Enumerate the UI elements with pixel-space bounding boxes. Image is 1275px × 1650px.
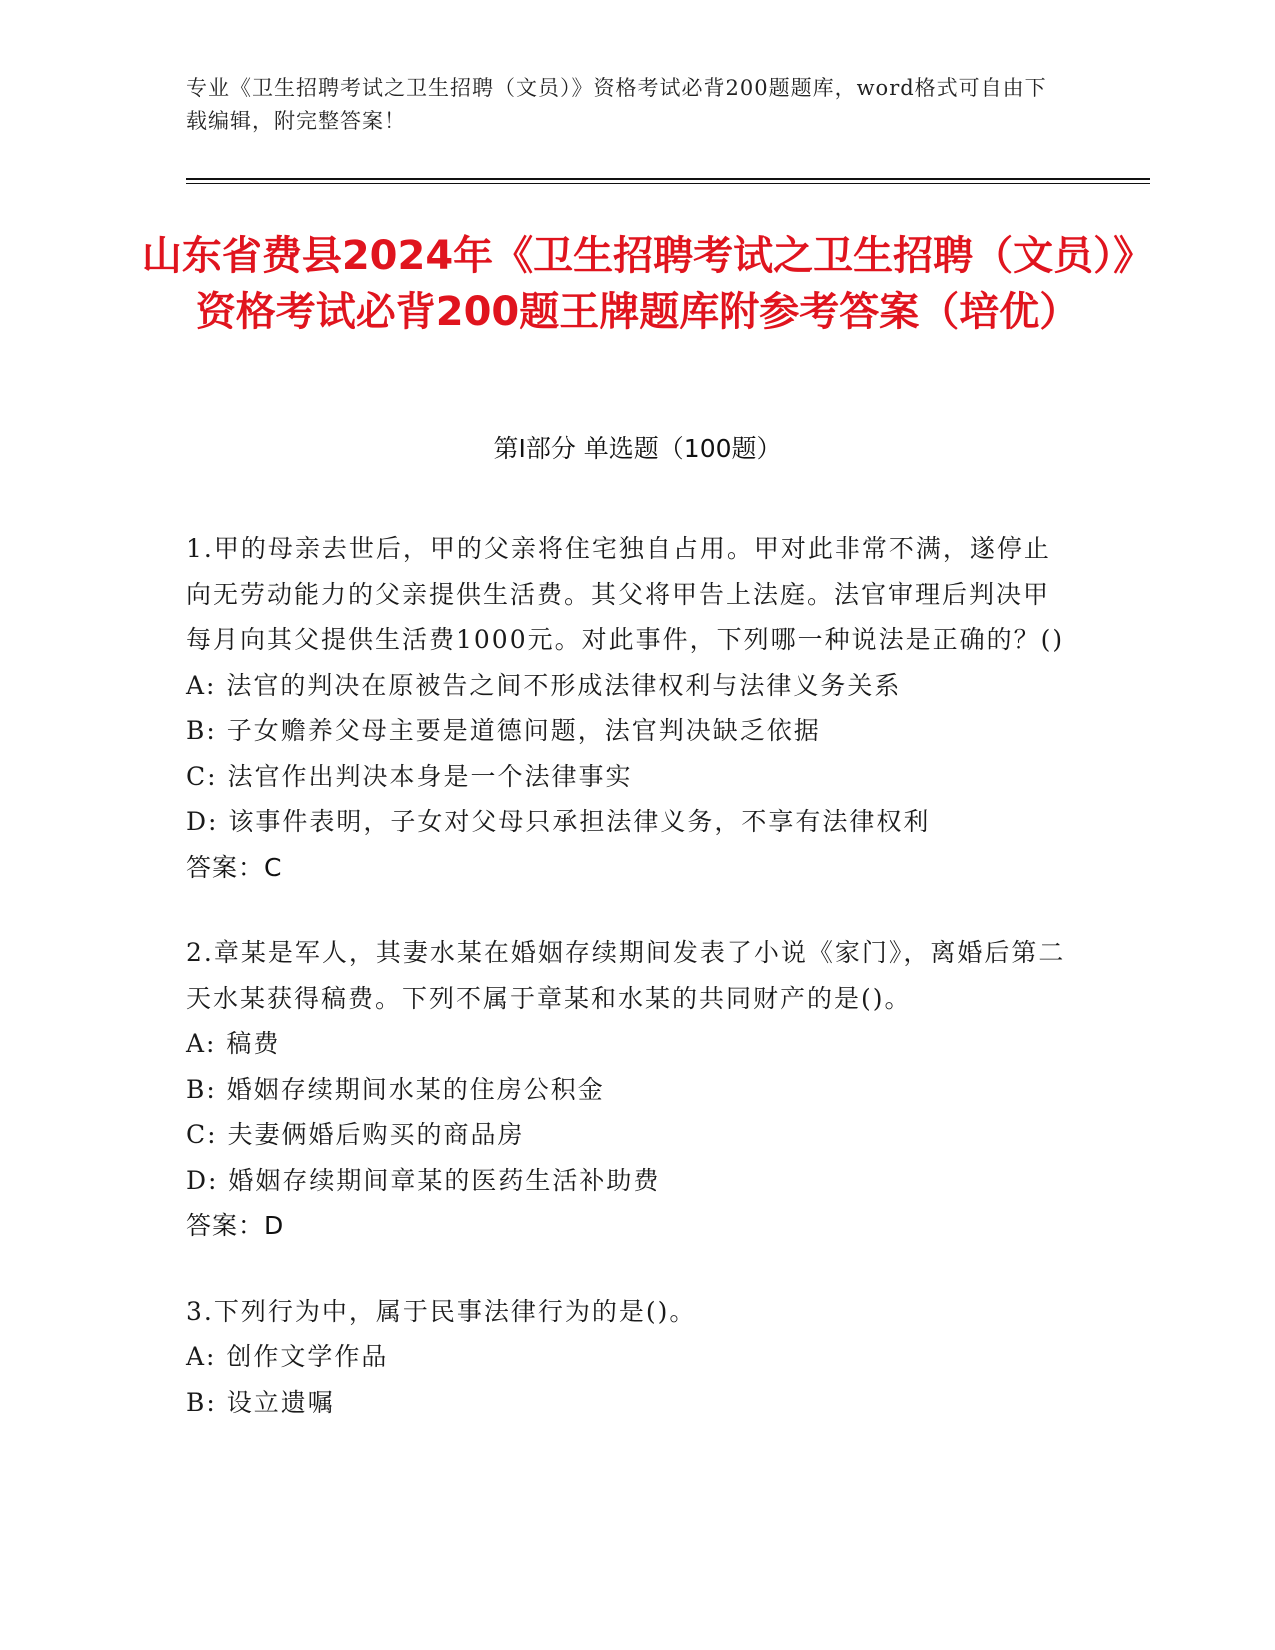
option-a: A: 稿费 (186, 1029, 281, 1058)
option-a: A: 创作文学作品 (186, 1342, 389, 1371)
question-stem: 2.章某是军人，其妻水某在婚姻存续期间发表了小说《家门》，离婚后第二天水某获得稿费。下列不属于章某和水某的共同财产的是()。 (186, 938, 1066, 1013)
header-rule-thick (186, 178, 1150, 180)
question-stem: 1.甲的母亲去世后，甲的父亲将住宅独自占用。甲对此非常不满，遂停止向无劳动能力的父亲提供生活费。其父将甲告上法庭。法官审理后判决甲每月向其父提供生活费1000元。对此事件，下列哪一种说法是正确的？() (186, 534, 1065, 654)
section-title: 第I部分 单选题（100题） (493, 434, 782, 463)
question-1 (186, 526, 1066, 890)
option-b: B: 设立遗嘱 (186, 1387, 335, 1417)
document-title: 山东省费县2024年《卫生招聘考试之卫生招聘（文员）》资格考试必背200题王牌题库附参考答案（培优） (141, 233, 1134, 335)
answer-label: 答案：C (186, 852, 283, 882)
option-d: D: 婚姻存续期间章某的医药生活补助费 (186, 1165, 661, 1195)
header-rule-thin (186, 183, 1150, 184)
question-2 (186, 930, 1066, 1249)
option-c: C: 法官作出判决本身是一个法律事实 (186, 761, 633, 791)
question-list (186, 526, 1066, 1465)
option-b: B: 子女赡养父母主要是道德问题，法官判决缺乏依据 (186, 716, 821, 745)
header-note: 专业《卫生招聘考试之卫生招聘（文员）》资格考试必背200题题库，word格式可自由下载编辑，附完整答案！ (186, 76, 1047, 133)
question-stem: 3.下列行为中，属于民事法律行为的是()。 (186, 1296, 697, 1326)
option-a: A: 法官的判决在原被告之间不形成法律权利与法律义务关系 (186, 670, 902, 700)
answer-label: 答案：D (186, 1211, 285, 1240)
option-d: D: 该事件表明，子女对父母只承担法律义务，不享有法律权利 (186, 807, 931, 836)
option-b: B: 婚姻存续期间水某的住房公积金 (186, 1074, 605, 1104)
option-c: C: 夫妻俩婚后购买的商品房 (186, 1120, 525, 1149)
question-3 (186, 1289, 1066, 1426)
